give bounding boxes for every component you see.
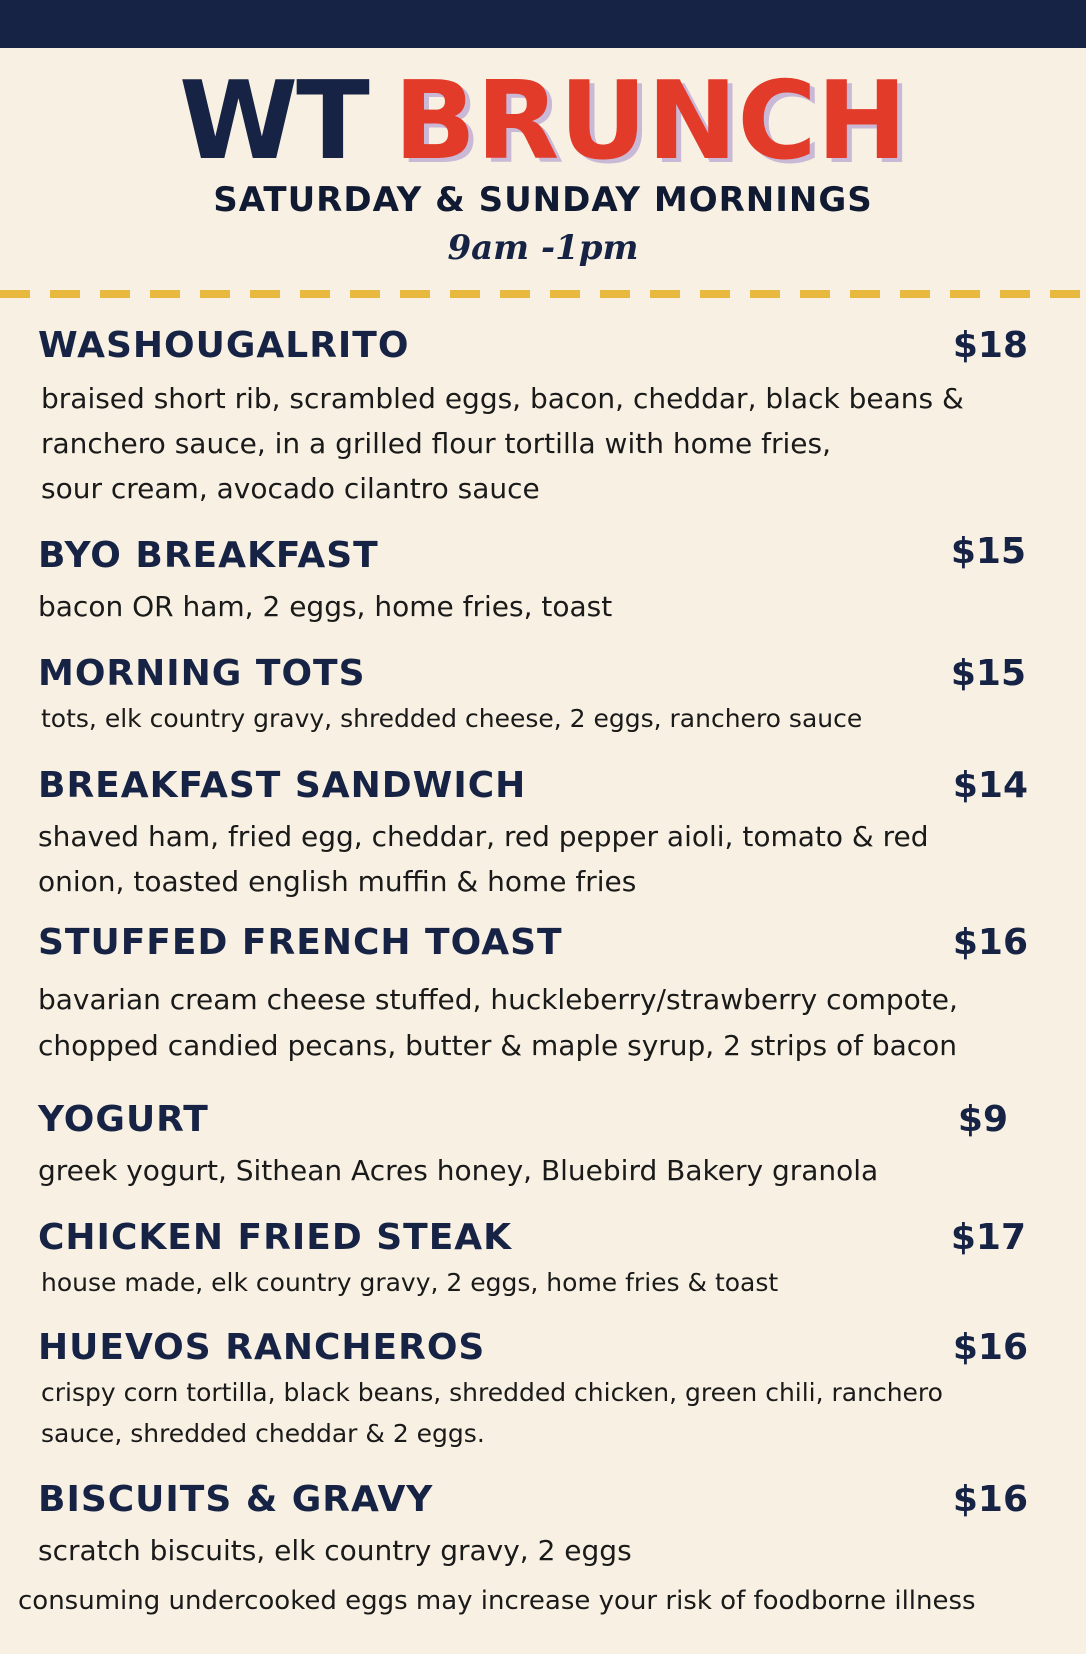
item-name: HUEVOS RANCHEROS [38, 1327, 486, 1368]
item-price: $15 [950, 531, 1026, 572]
item-price: $15 [950, 653, 1026, 694]
menu-item-byo-breakfast [38, 531, 1038, 634]
item-name: WASHOUGALRITO [38, 325, 410, 366]
menu-item-yogurt [38, 1098, 1038, 1198]
item-desc-line: braised short rib, scrambled eggs, bacon, cheddar, black beans & [41, 382, 964, 415]
top-bar [0, 0, 1086, 48]
item-name: CHICKEN FRIED STEAK [38, 1217, 513, 1258]
item-desc-line: onion, toasted english muffin & home fries [38, 865, 637, 898]
item-desc-line: chopped candied pecans, butter & maple syrup, 2 strips of bacon [38, 1029, 958, 1062]
item-desc-line: house made, elk country gravy, 2 eggs, home fries & toast [41, 1268, 779, 1297]
menu-hours: 9am -1pm [447, 228, 639, 268]
item-name: MORNING TOTS [38, 653, 366, 694]
item-name: YOGURT [38, 1099, 209, 1140]
item-desc-line: tots, elk country gravy, shredded cheese, 2 eggs, ranchero sauce [41, 704, 863, 733]
menu-item-washougalrito [38, 324, 1038, 504]
item-desc-line: crispy corn tortilla, black beans, shredded chicken, green chili, ranchero [41, 1378, 943, 1407]
menu-item-chicken-fried-steak [38, 1216, 1038, 1306]
item-price: $18 [952, 325, 1028, 366]
title-wt: WT [178, 59, 368, 184]
item-desc-line: greek yogurt, Sithean Acres honey, Bluebird Bakery granola [38, 1154, 879, 1187]
item-price: $14 [952, 765, 1028, 806]
item-desc-line: scratch biscuits, elk country gravy, 2 eggs [38, 1534, 632, 1567]
item-desc-line: bavarian cream cheese stuffed, huckleberry/strawberry compote, [38, 983, 958, 1016]
item-price: $17 [950, 1217, 1026, 1258]
food-safety-disclaimer: consuming undercooked eggs may increase your risk of foodborne illness [18, 1586, 976, 1616]
item-desc-line: sauce, shredded cheddar & 2 eggs. [41, 1419, 485, 1448]
menu-title [0, 59, 1086, 184]
item-name: BISCUITS & GRAVY [38, 1479, 434, 1520]
dashed-divider [0, 290, 1086, 298]
item-name: BREAKFAST SANDWICH [38, 765, 527, 806]
item-desc-line: bacon OR ham, 2 eggs, home fries, toast [38, 590, 613, 623]
item-price: $9 [957, 1099, 1008, 1140]
item-price: $16 [952, 1327, 1028, 1368]
menu-item-breakfast-sandwich [38, 764, 1038, 904]
item-name: STUFFED FRENCH TOAST [38, 922, 563, 963]
title-brunch: BRUNCH [393, 59, 907, 184]
item-desc-line: shaved ham, fried egg, cheddar, red pepper aioli, tomato & red [38, 820, 929, 853]
item-name: BYO BREAKFAST [38, 535, 379, 576]
menu-item-huevos-rancheros [38, 1326, 1038, 1466]
menu-subtitle: SATURDAY & SUNDAY MORNINGS [213, 180, 873, 220]
menu-item-morning-tots [38, 652, 1038, 742]
item-price: $16 [952, 1479, 1028, 1520]
item-price: $16 [952, 922, 1028, 963]
menu-item-stuffed-french-toast [38, 921, 1038, 1071]
item-desc-line: ranchero sauce, in a grilled flour tortilla with home fries, [41, 427, 832, 460]
menu-item-biscuits-gravy [38, 1478, 1038, 1578]
item-desc-line: sour cream, avocado cilantro sauce [41, 472, 540, 505]
